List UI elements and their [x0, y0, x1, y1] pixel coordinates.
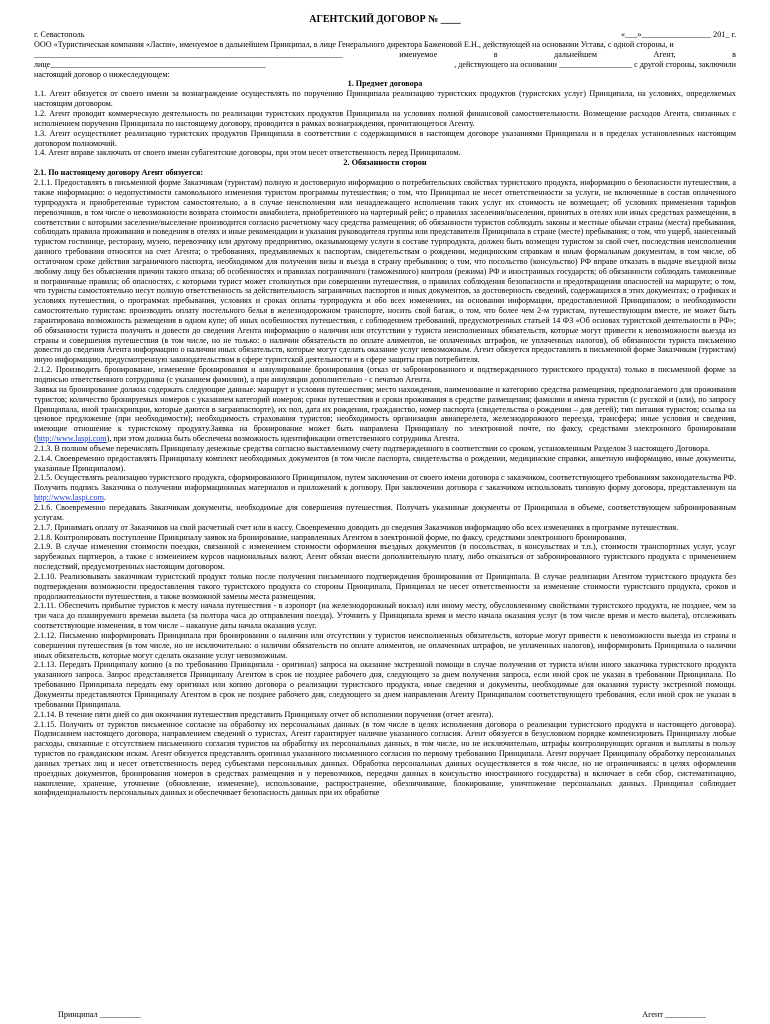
clause-2-1-12: 2.1.12. Письменно информировать Принципала при бронировании о наличии или отсутствии у туристов неисполненных обязательств, которые могут привести к невозможности выезда из страны и совершения путешествия (в том числе, но не исключительно: о наличии обязательств по оплате алиментов, не оплаченных штрафов, не уплаченных налогов), информировать Принципала о наличии иных обязательств, которые могут сделать оказание услуг невозможным. [34, 630, 736, 660]
clause-2-1-5-text: 2.1.5. Осуществлять реализацию туристского продукта, сформированного Принципалом, путем заключения от своего имени договора с заказчиком, соответствующего требованиям законодательства РФ. Получить подпись Заказчика о получении информационных материалов и приложений к договору. При заключении договора с заказчиком использовать типовую форму договора, представленную на [34, 473, 737, 493]
intro-closing: настоящий договор о нижеследующем: [34, 69, 170, 79]
intro-paragraph: ООО «Туристическая компания «Ласпи», именуемое в дальнейшем Принципал, в лице Генерального директора Баженовой Е.Н., действующей на основании Устава, с одной стороны, и [34, 40, 674, 49]
request-text: Заявка на бронирование должна содержать следующие данные: маршрут и условия путешествия; место нахождения, наименование и категорию средства размещения, предполагаемого для проживания туристов; количество бронируемых номеров с указанием категорий номеров; сроки путешествия и сроки проживания в средстве размещения; фамилии и имена туристов (с русской и (или), по запросу Принципала, иной транскрипции, которые даются в загранпаспорте), их пол, дата их рождения, гражданство, номер паспорта (свидетельства о рождении – для детей); тип питания туристов; ссылка на ценовое предложение (при необходимости); необходимость страхования туристов; необходимость организации авиаперелета, железнодорожного переезда, трансфера; иные условия и сведения, имеющие отношение к туристскому продукту.Заявка на бронирование может быть направлена Принципалу по электронной почте, по факсу, средствами электронного бронирования ( [34, 384, 736, 444]
section-2-title: 2. Обязанности сторон [343, 158, 427, 168]
contract-date: «___»_________________ 201_ г. [620, 30, 736, 39]
intro-word: Агент, [653, 49, 676, 59]
clause-2-1-4: 2.1.4. Своевременно предоставлять Принципалу комплект необходимых документов (в том числе паспорта, свидетельства о рождении, медицинские справки, анкетную информацию, иные документы, указанные Принципалом). [34, 453, 736, 473]
clause-2-1-10: 2.1.10. Реализовывать заказчикам туристский продукт только после получения письменного подтверждения бронирования от Принципала. В случае реализации Агентом туристского продукта без подтверждения возможности предоставления такого туристского продукта со стороны Принципала, Принципал не несет ответственности за изменение стоимости туристского продукта, сроков и продолжительности путешествия, а также возможной замены места размещения. [34, 571, 736, 601]
clause-2-1-11: 2.1.11. Обеспечить прибытие туристов к месту начала путешествия - в аэропорт (на железнодорожный вокзал) или иному месту, обусловленному свойствами туристского продукта, не позднее, чем за три часа до планируемого времени вылета (за полтора часа до отправления поезда). Уточнить у Принципала время и место начала оказания услуг (в том числе время и место вылета), отслеживать соответствующие изменения, в том числе – накануне даты начала оказания услуг. [34, 601, 736, 631]
request-text-end: ), при этом должна быть обеспечена возможность идентификации ответственного сотрудника Агента. [106, 434, 460, 444]
clause-2-1-3: 2.1.3. В полном объеме перечислять Принципалу денежные средства согласно выставленному счету подтвержденного в соответствии со сроком, установленным Разделом 3 настоящего Договора. [34, 443, 710, 453]
city-date-row [34, 30, 736, 40]
intro-word: в [493, 49, 498, 59]
clause-2-1-15: 2.1.15. Получить от туристов письменное согласие на обработку их персональных данных (в том числе в целях исполнения договора о реализации туристского продукта и настоящего договора). Подписанием настоящего договора, направлением сведений о туристах, Агент гарантирует наличие указанного согласия. Агент обязуется в безусловном порядке компенсировать Принципалу любые расходы, связанные с отсутствием письменного согласия туристов на обработку их персональных данных, в том числе, но не исключительно, штрафы контролирующих органов и выплаты в пользу туристов по гражданским искам. Агент обязуется представлять оригинал указанного письменного согласия по первому требованию Принципала. Агент поручает Принципалу обработку персональных данных третьих лиц и несет ответственность перед субъектами персональных данных. Обработка персональных данных осуществляется в том числе, но не ограничиваясь: в целях оформления проездных документов, бронирования номеров в средствах размещения и у перевозчиков, передачи данных в консульство иностранного государства) и включает в себя сбор, систематизацию, накопление, хранение, уточнение (обновление, изменение), использование, распространение, обезличивание, блокирование, уничтожение персональных данных. Принципал соблюдает конфиденциальность персональных данных и обеспечивает безопасность данных при их обработке [34, 719, 736, 798]
clause-2-1-8: 2.1.8. Контролировать поступление Принципалу заявок на бронирование, направленных Агентом в электронной форме, по факсу, средствами электронного бронирования. [34, 532, 627, 542]
clause-2-1-7: 2.1.7. Принимать оплату от Заказчиков на свой расчетный счет или в кассу. Своевременно доводить до сведения Заказчиков информацию обо всех изменениях в программе путешествия. [34, 522, 679, 532]
clause-1-2: 1.2. Агент проводит коммерческую деятельность по реализации туристских продуктов Принципала на условиях полной финансовой самостоятельности. Возмещение расходов Агента, связанных с исполнением поручения Принципала по настоящему договору, проводится в рамках вознаграждения, причитающегося Агенту. [34, 109, 736, 128]
clause-2-1-14: 2.1.14. В течение пяти дней со дня окончания путешествия представить Принципалу отчет об исполнении поручения (отчет агента). [34, 709, 494, 719]
clause-2-1: 2.1. По настоящему договору Агент обязуется: [34, 168, 204, 178]
clause-2-1-5-end: . [103, 493, 106, 503]
intro-word: дальнейшем [554, 49, 597, 59]
intro-word: в [732, 49, 736, 59]
principal-signature: Принципал __________ [58, 1010, 141, 1019]
laspi-link[interactable]: http://www.laspi.com [34, 493, 104, 503]
basis-blank: , действующего на основании __________________ с другой стороны, заключили [454, 59, 736, 69]
representative-blank: лице_____________________________________________________ [34, 59, 266, 69]
city: г. Севастополь [34, 30, 85, 39]
intro-word: ____________________________________________________________________________ [34, 49, 343, 59]
intro-word: именуемое [399, 49, 438, 59]
agent-signature: Агент __________ [642, 1010, 706, 1019]
clause-2-1-5 [34, 473, 736, 503]
clause-2-1-2-request [34, 385, 736, 444]
document-title: АГЕНТСКИЙ ДОГОВОР № ____ [309, 14, 461, 25]
clause-2-1-6: 2.1.6. Своевременно передавать Заказчикам документы, необходимые для совершения путешествия. Получать указанные документы от Принципала в объеме, соответствующем забронированным услугам. [34, 502, 736, 522]
clause-2-1-1: 2.1.1. Предоставлять в письменной форме Заказчикам (туристам) полную и достоверную информацию о потребительских свойствах туристского продукта, информацию о безопасности путешествия, а также информацию: о недопустимости самовольного изменения туристом программы путешествия; о том, что Принципал не несет ответственности за услуги, не включенные в состав оплаченного турпродукта и приобретенные туристом самостоятельно, а в случае неисполнения или ненадлежащего исполнения таких услуг их стоимость не возмещает; об условиях применения тарифов перевозчиков, в том числе о невозможности возврата стоимости авиабилета, приобретенного на чартерный рейс; о правилах заселения/выселения, принятых в отелях или иных средствах размещения, в соответствии с которыми заселение/выселение производится согласно расчетному часу средства размещения; об обязанности туристов соблюдать законы и местные обычаи страны (места) пребывания, соблюдать правила проживания и поведения в отелях и иные рекомендации и указания руководителя группы или представителя Принципала в стране (месте) пребывания; о том, что ущерб, нанесенный туристом гостинице, ресторану, музею, перевозчику или другому предприятию, оказывающему услуги в составе турпродукта, должен быть возмещен туристом за свой счет, последствия неисполнения данного требования относятся на счет Агента; о требованиях, предъявляемых к паспортам, свидетельствам о рождении, медицинским справкам и иным формальным документам, в том числе, об остаточном сроке действия заграничного паспорта, необходимом для получения визы и въезда в страну пребывания; о том, что посольство (консульство) РФ вправе отказать в выдаче въездной визы любому лицу без объяснения причин такого отказа; об особенностях и правилах пограничного (таможенного) контроля (режима) РФ и иностранных государств; об обязанности соблюдать таможенные и пограничные правила; об опасностях, с которыми турист может столкнуться при совершении путешествия, о правилах соблюдения безопасности и предотвращения опасностей на маршруте; о том, что туристы самостоятельно несут полную ответственность за действительность заграничных паспортов и иных документов, за достоверность сведений, содержащихся в этих документах; о графиках и условиях путешествия, о программах пребывания, условиях и сроках оплаты турпродукта и обо всех изменениях, на основании информации, предоставленной Принципалом; о необходимости самостоятельно туристам: производить оплату постельного белья в железнодорожном транспорте, носить свой багаж, о том, что более чем 2-м туристам, путешествующим вместе, не может быть гарантирована возможность размещения в одном купе; об иных особенностях путешествия, с соблюдением требований, предусмотренных статьей 14 ФЗ «Об основах туристской деятельности в РФ»; об обязанности туриста получить и довести до сведения Агента информацию о наличии или отсутствии у туриста неисполненных обязательств, которые могут привести к невозможности выезда из страны и совершения путешествия (в том числе, но не только: о наличии обязательств по оплате алиментов, не оплаченных штрафов, не уплаченных налогов), об обязанности туриста письменно довести до сведения Агента информацию о наличии иных обязательств, которые могут сделать оказание услуг невозможным. Агент обязуется предоставлять в письменной форме Заказчикам (туристам) иную информацию, предусмотренную законодательством в сфере туристской деятельности и в сфере защиты прав потребителя. [34, 178, 736, 365]
clause-1-4: 1.4. Агент вправе заключать от своего имени субагентские договоры, при этом несет ответственность перед Принципалом. [34, 148, 461, 158]
intro-line-agent [34, 50, 736, 60]
laspi-link[interactable]: http://www.laspi.com [36, 434, 107, 444]
clause-1-3: 1.3. Агент осуществляет реализацию туристских продуктов Принципала в соответствии с содержащимися в настоящем договоре указаниями Принципала и в пределах установленных настоящим договором полномочий. [34, 128, 736, 148]
signature-footer [34, 1010, 736, 1020]
clause-2-1-2: 2.1.2. Производить бронирование, изменение бронирования и аннулирование бронирования (отказ от забронированного и подтвержденного туристского продукта) только в письменной форме за подписью ответственного сотрудника (с указанием фамилии), а при аннуляции дополнительно - с печатью Агента. [34, 365, 736, 384]
section-1-title: 1. Предмет договора [347, 79, 423, 89]
intro-line-representative [34, 60, 736, 70]
clause-2-1-13: 2.1.13. Передать Принципалу копию (а по требованию Принципала - оригинал) запроса на оказание экстренной помощи в случае получения от туриста и/или иного заказчика туристского продукта указанного запроса. Запрос представляется Принципалу Агентом в срок не позднее рабочего дня, следующего за днем получения запроса, если иной срок не указан в требовании Принципала. По требованию Принципала передать ему оригинал или копию договора о реализации туристского продукта, иные сведения и документы, необходимые для оказания туристу экстренной помощи. Документы представляются Принципалу Агентом в срок не позднее рабочего дня, следующего за днем направления Агенту Принципалом соответствующего требования, если иной срок не указан в требовании Принципала. [34, 660, 736, 709]
clause-1-1: 1.1. Агент обязуется от своего имени за вознаграждение осуществлять по поручению Принципала реализацию туристских продуктов (туристских услуг) Принципала, на условиях, определяемых настоящим договором. [34, 89, 736, 109]
clause-2-1-9: 2.1.9. В случае изменения стоимости поездки, связанной с изменением стоимости оформления въездных документов (в посольствах, в консульствах и т.п.), стоимости транспортных услуг, услуг зарубежных партнеров, а также с изменением курсов национальных валют, Агент обязан внести дополнительную плату, либо отказаться от забронированного туристского продукта с применением последствий, предусмотренных настоящим договором. [34, 542, 736, 572]
